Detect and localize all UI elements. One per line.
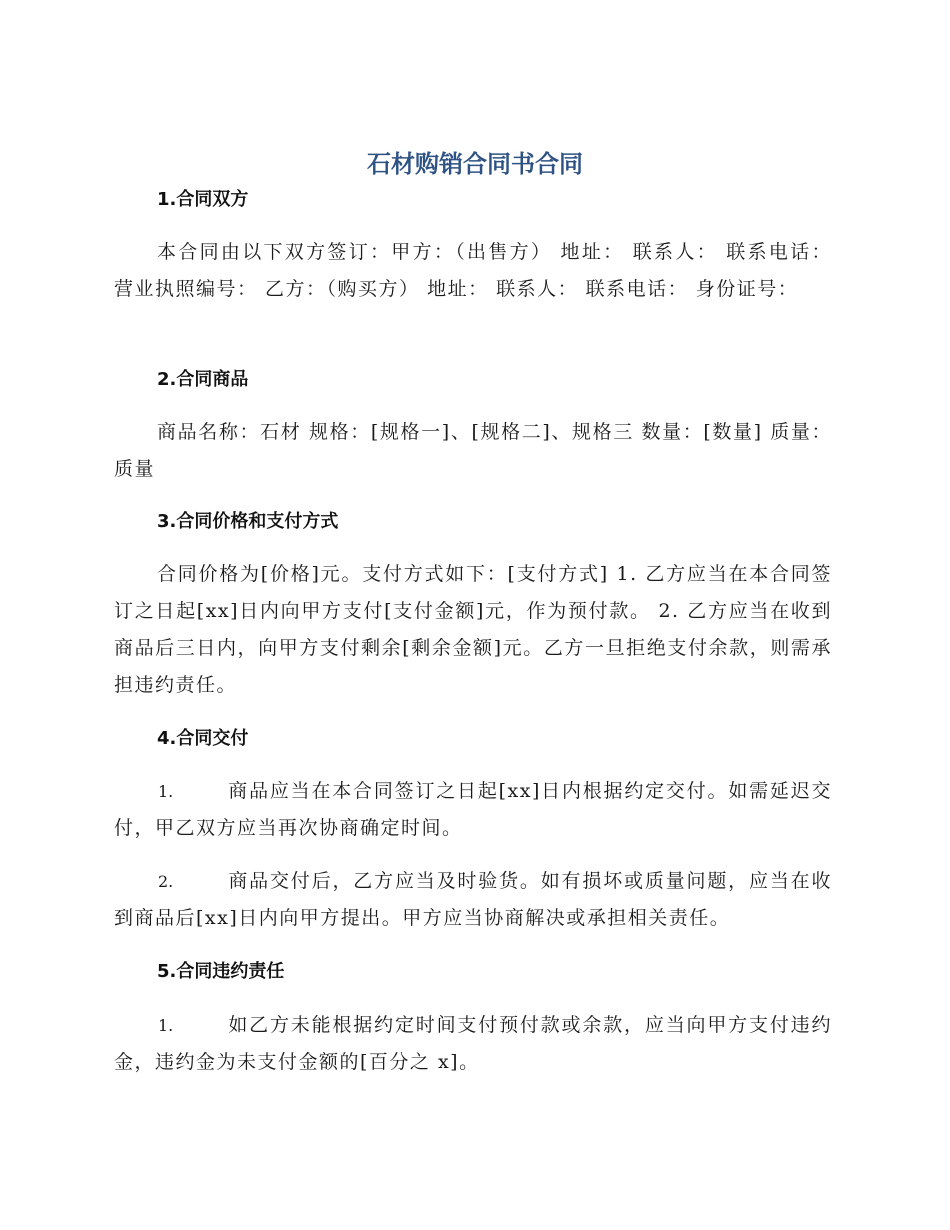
section-heading-delivery: 4.合同交付 xyxy=(157,728,249,749)
section-paragraph-price: 合同价格为[价格]元。支付方式如下：[支付方式] 1. 乙方应当在本合同签订之日起[xx]日内向甲方支付[支付金额]元，作为预付款。 2. 乙方应当在收到商品后三日内，向甲方支付剩余[剩余金额]元。乙方一旦拒绝支付余款，则需承担违约责任。 xyxy=(114,563,832,696)
list-item-number: 1. xyxy=(158,1016,174,1035)
document-title: 石材购销合同书合同 xyxy=(367,150,583,178)
list-item-number: 2. xyxy=(158,872,174,891)
section-heading-parties: 1.合同双方 xyxy=(157,189,249,210)
section-heading-price: 3.合同价格和支付方式 xyxy=(157,511,339,532)
list-item-number: 1. xyxy=(158,782,174,801)
list-item xyxy=(114,863,832,937)
section-paragraph-goods: 商品名称：石材 规格：[规格一]、[规格二]、规格三 数量：[数量] 质量：质量 xyxy=(114,421,832,480)
list-item-text: 商品应当在本合同签订之日起[xx]日内根据约定交付。如需延迟交付，甲乙双方应当再次协商确定时间。 xyxy=(114,780,832,839)
section-heading-liability: 5.合同违约责任 xyxy=(157,961,285,982)
list-item-text: 商品交付后，乙方应当及时验货。如有损坏或质量问题，应当在收到商品后[xx]日内向甲方提出。甲方应当协商解决或承担相关责任。 xyxy=(114,870,832,929)
list-item xyxy=(114,773,832,847)
section-paragraph-parties: 本合同由以下双方签订：甲方：（出售方） 地址： 联系人： 联系电话： 营业执照编号： 乙方：（购买方） 地址： 联系人： 联系电话： 身份证号： xyxy=(114,241,832,300)
list-item xyxy=(114,1007,832,1081)
list-item-text: 如乙方未能根据约定时间支付预付款或余款，应当向甲方支付违约金，违约金为未支付金额的[百分之 x]。 xyxy=(114,1014,832,1073)
section-heading-goods: 2.合同商品 xyxy=(157,369,249,390)
